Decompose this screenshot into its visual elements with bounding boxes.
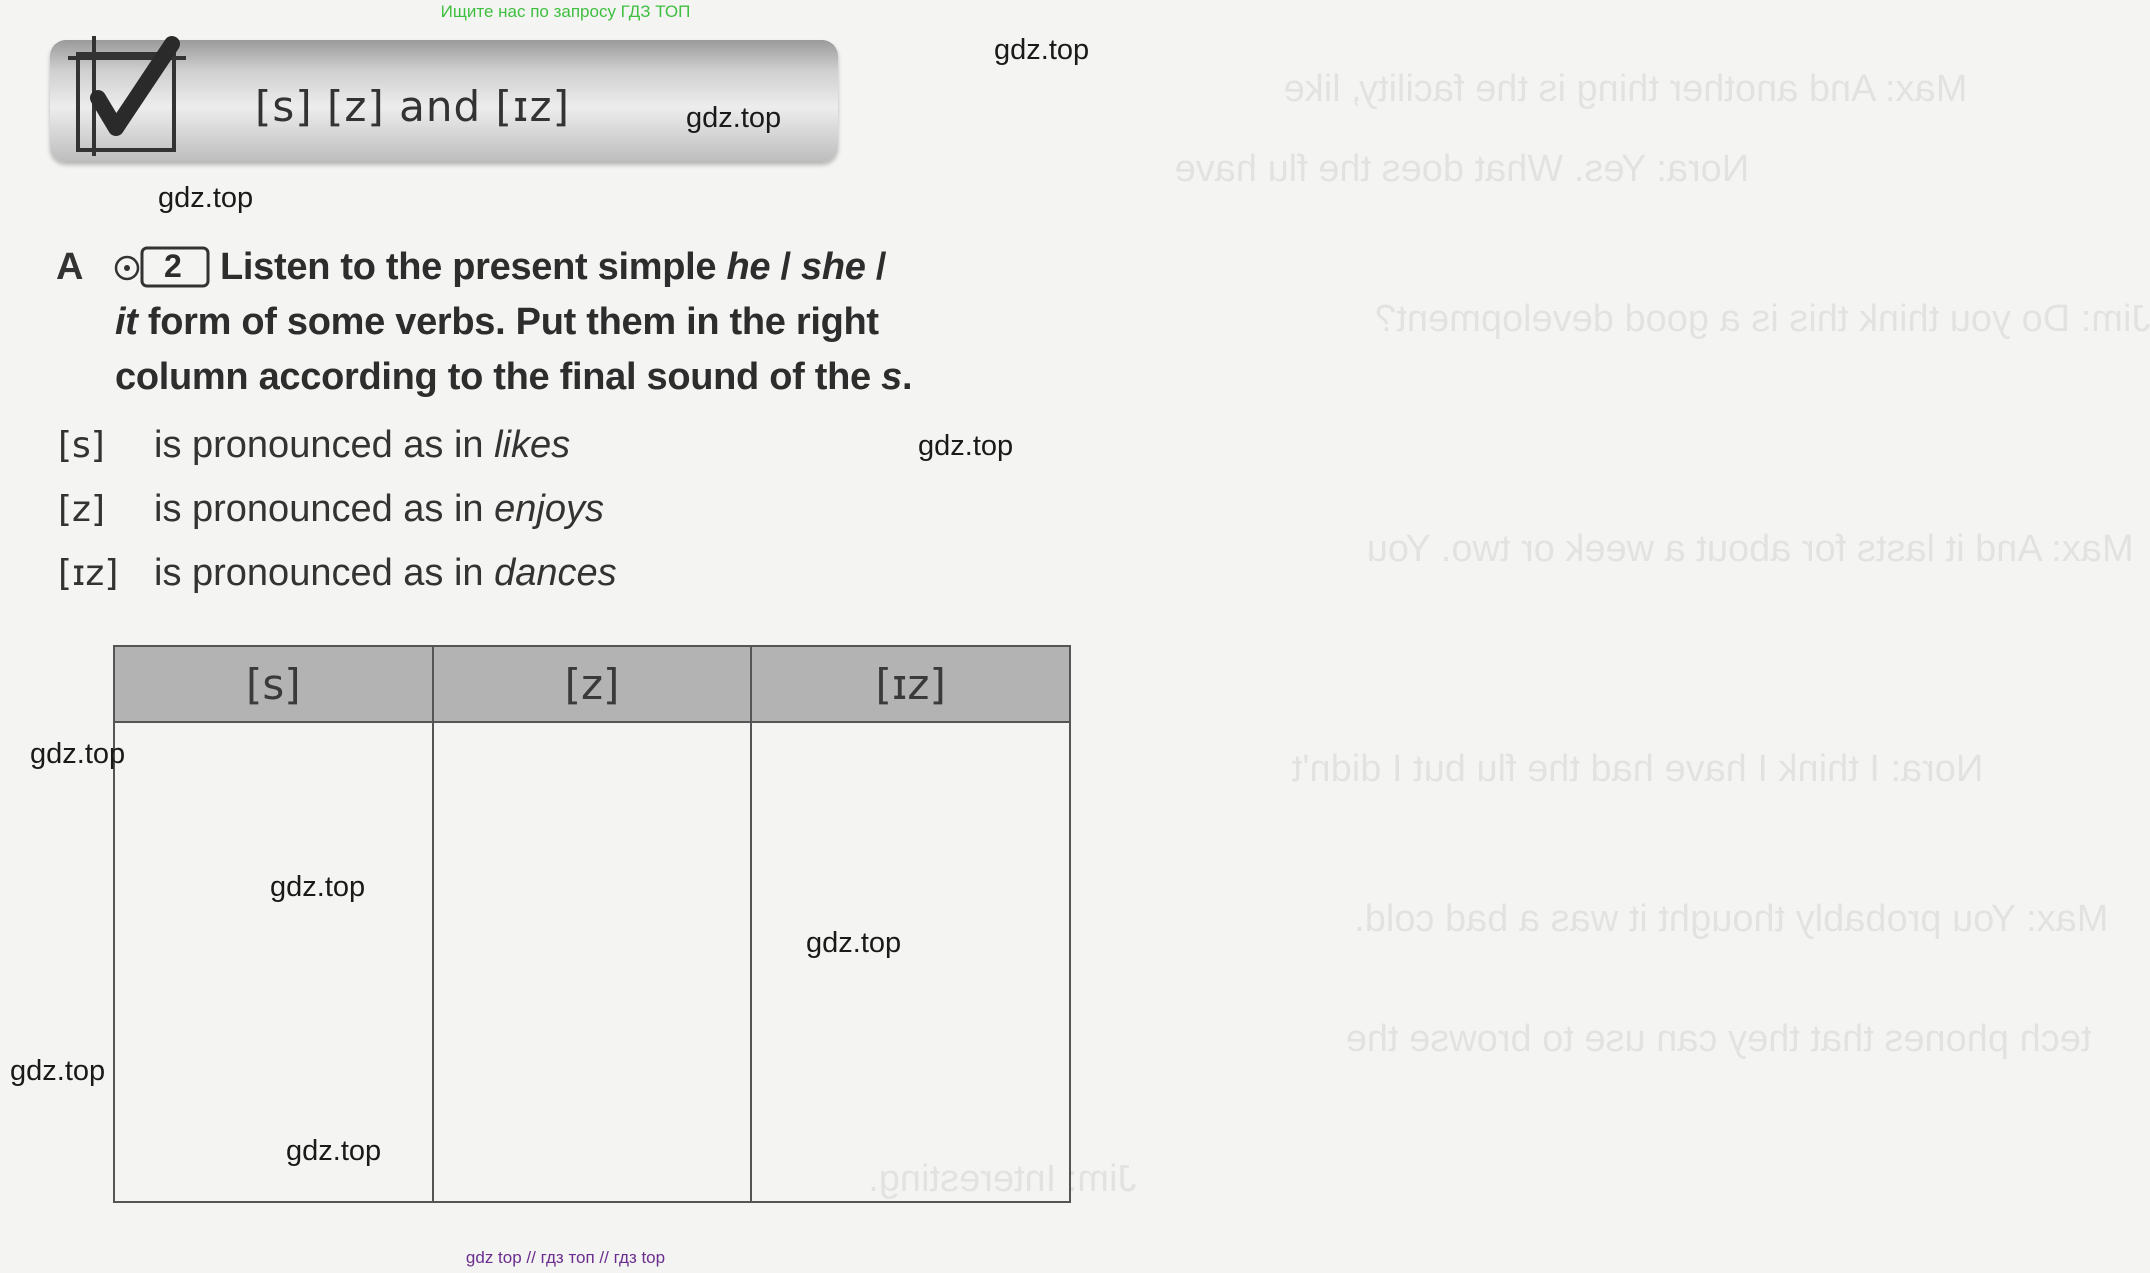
watermark-text: gdz.top (158, 182, 254, 214)
track-number: 2 (164, 248, 182, 284)
column-header-s: [s] (114, 646, 433, 722)
watermark-text: gdz.top (994, 34, 1090, 66)
answer-cell-iz[interactable] (751, 722, 1070, 1202)
exercise-letter: A (56, 246, 84, 288)
watermark-text: gdz.top (286, 1135, 382, 1167)
audio-track-icon (112, 244, 212, 290)
watermark-text: gdz.top (30, 738, 126, 770)
pronunciation-rule-z: [z] is pronounced as in enjoys (58, 488, 604, 530)
answer-table (113, 645, 1071, 1203)
watermark-text: gdz.top (686, 102, 782, 134)
watermark-text: gdz.top (918, 430, 1014, 462)
section-title: [s] [z] and [ɪz] (255, 82, 570, 131)
pronunciation-rule-iz: [ɪz] is pronounced as in dances (58, 552, 617, 594)
watermark-text: gdz.top (806, 927, 902, 959)
column-header-iz: [ɪz] (751, 646, 1070, 722)
instruction-line-2: it form of some verbs. Put them in the right (115, 301, 879, 343)
column-header-z: [z] (433, 646, 752, 722)
pronunciation-rule-s: [s] is pronounced as in likes (58, 424, 571, 466)
instruction-line-3: column according to the final sound of the s. (115, 356, 913, 398)
instruction-line-1: Listen to the present simple he / she / (220, 246, 887, 288)
watermark-text: gdz.top (10, 1055, 106, 1087)
search-hint-link[interactable]: Ищите нас по запросу ГДЗ ТОП (440, 2, 691, 21)
watermark-text: gdz.top (270, 871, 366, 903)
bleed-through-background: Max: And another thing is the facility, like Nora: Yes. What does the flu have Jim: Do you think this is a good development? Max: And it lasts for about a week or two. You Nora: I think I have had the flu but I didn't Max: You probably thought it was a bad cold. tech phones that they can use to browse the Jim: Interesting. (868, 68, 2150, 1200)
footer-links[interactable]: gdz top // гдз топ // гдз top (465, 1248, 666, 1267)
checkmark-icon (68, 36, 186, 156)
answer-cell-s[interactable] (114, 722, 433, 1202)
answer-cell-z[interactable] (433, 722, 752, 1202)
